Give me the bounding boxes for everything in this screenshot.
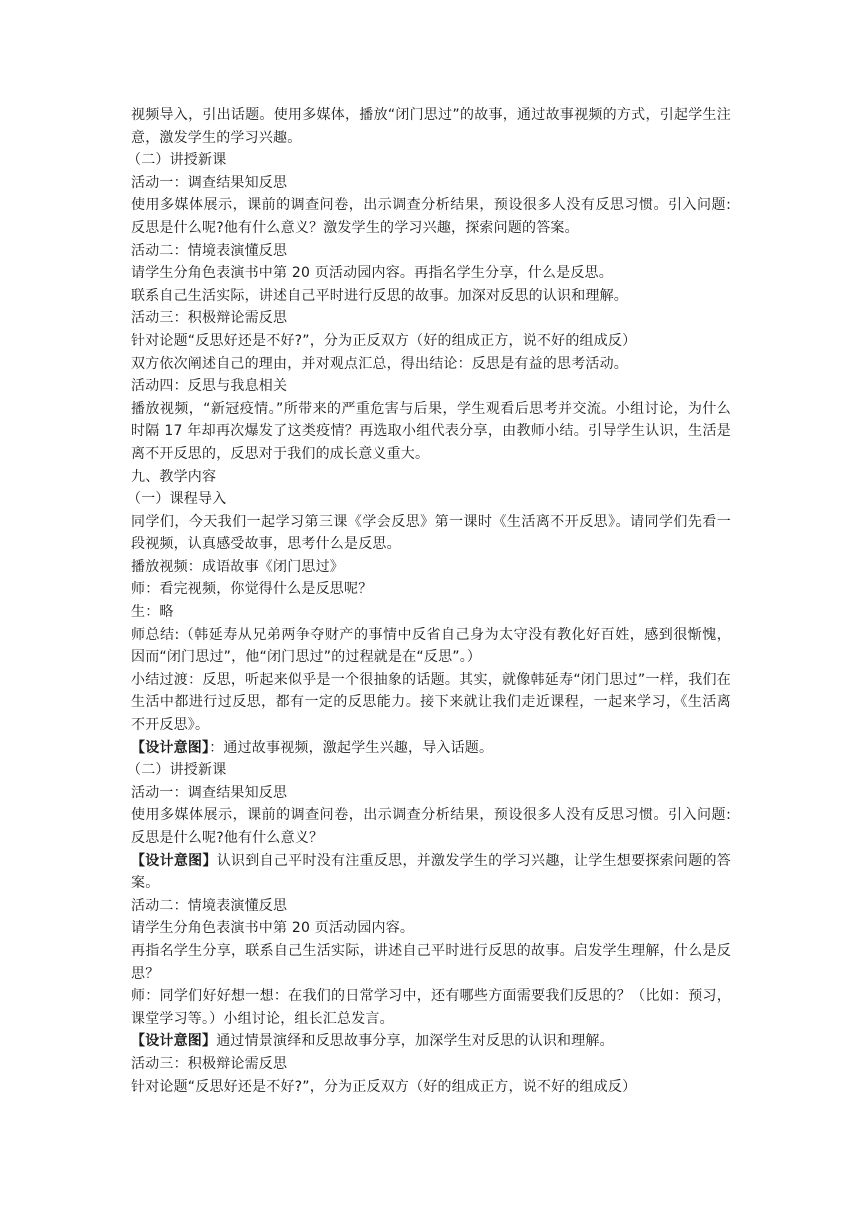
design-intent-paragraph — [131, 1030, 731, 1053]
design-intent-label: 【设计意图】 — [131, 1033, 217, 1050]
activity-heading: 活动二：情境表演懂反思 — [131, 897, 288, 914]
paragraph: 同学们，今天我们一起学习第三课《学会反思》第一课时《生活离不开反思》。请同学们先看一段视频，认真感受故事，思考什么是反思。 — [131, 513, 731, 553]
design-intent-text: 认识到自己平时没有注重反思，并激发学生的学习兴趣，让学生想要探索问题的答案。 — [131, 852, 731, 892]
activity-heading: 活动四：反思与我息相关 — [131, 378, 288, 395]
paragraph: 播放视频，“新冠疫情。”所带来的严重危害与后果，学生观看后思考并交流。小组讨论，为什么时隔 17 年却再次爆发了这类疫情？再选取小组代表分享，由教师小结。引导学生认识，生活是离不开反思的，反思对于我们的成长意义重大。 — [131, 400, 731, 462]
paragraph: 师：看完视频，你觉得什么是反思呢？ — [131, 581, 373, 598]
design-intent-paragraph — [131, 850, 731, 895]
activity-heading: 活动一：调查结果知反思 — [131, 174, 288, 191]
paragraph: 师：同学们好好想一想：在我们的日常学习中，还有哪些方面需要我们反思的？（比如：预习，课堂学习等。）小组讨论，组长汇总发言。 — [131, 988, 731, 1027]
section-heading: 九、教学内容 — [131, 468, 217, 485]
design-intent-paragraph — [131, 737, 731, 760]
paragraph: 生：略 — [131, 604, 174, 621]
paragraph: 使用多媒体展示，课前的调查问卷，出示调查分析结果，预设很多人没有反思习惯。引入问题:反思是什么呢?他有什么意义？ — [131, 807, 731, 846]
paragraph: 小结过渡：反思，听起来似乎是一个很抽象的话题。其实，就像韩延寿“闭门思过”一样，我们在生活中都进行过反思，都有一定的反思能力。接下来就让我们走近课程，一起来学习，《生活离不开反思》。 — [131, 671, 731, 734]
paragraph: 针对论题“反思好还是不好?”，分为正反双方（好的组成正方，说不好的组成反） — [131, 1078, 637, 1095]
activity-heading: 活动二：情境表演懂反思 — [131, 242, 288, 259]
paragraph: 再指名学生分享，联系自己生活实际，讲述自己平时进行反思的故事。启发学生理解，什么是反思？ — [131, 942, 731, 982]
document-body — [127, 104, 731, 1098]
paragraph: 联系自己生活实际，讲述自己平时进行反思的故事。加深对反思的认识和理解。 — [131, 287, 628, 304]
activity-heading: 活动三：积极辩论需反思 — [131, 1055, 288, 1072]
paragraph: 播放视频：成语故事《闭门思过》 — [131, 558, 344, 575]
paragraph: 针对论题“反思好还是不好?”，分为正反双方（好的组成正方，说不好的组成反） — [131, 332, 637, 349]
section-heading: （二）讲授新课 — [127, 762, 227, 779]
activity-heading: 活动一：调查结果知反思 — [131, 784, 288, 801]
paragraph: 师总结:（韩延寿从兄弟两争夺财产的事情中反省自己身为太守没有教化好百姓，感到很惭愧，因而“闭门思过”，他“闭门思过”的过程就是在“反思”。） — [131, 626, 731, 666]
section-heading: （二）讲授新课 — [127, 152, 227, 169]
design-intent-text: ：通过故事视频，激起学生兴趣，导入话题。 — [209, 739, 494, 756]
design-intent-label: 【设计意图】 — [131, 739, 210, 756]
design-intent-label: 【设计意图】 — [131, 852, 217, 869]
design-intent-text: 通过情景演绎和反思故事分享，加深学生对反思的认识和理解。 — [216, 1033, 614, 1050]
paragraph: 请学生分角色表演书中第 20 页活动园内容。 — [131, 920, 415, 937]
paragraph: 视频导入，引出话题。使用多媒体，播放“闭门思过”的故事，通过故事视频的方式，引起学生注意，激发学生的学习兴趣。 — [131, 107, 731, 146]
paragraph: 使用多媒体展示，课前的调查问卷，出示调查分析结果，预设很多人没有反思习惯。引入问题:反思是什么呢?他有什么意义？激发学生的学习兴趣，探索问题的答案。 — [131, 197, 731, 236]
paragraph: 请学生分角色表演书中第 20 页活动园内容。再指名学生分享，什么是反思。 — [131, 265, 613, 282]
activity-heading: 活动三：积极辩论需反思 — [131, 310, 288, 327]
section-heading: （一）课程导入 — [127, 491, 227, 508]
paragraph: 双方依次阐述自己的理由，并对观点汇总，得出结论：反思是有益的思考活动。 — [131, 355, 628, 372]
